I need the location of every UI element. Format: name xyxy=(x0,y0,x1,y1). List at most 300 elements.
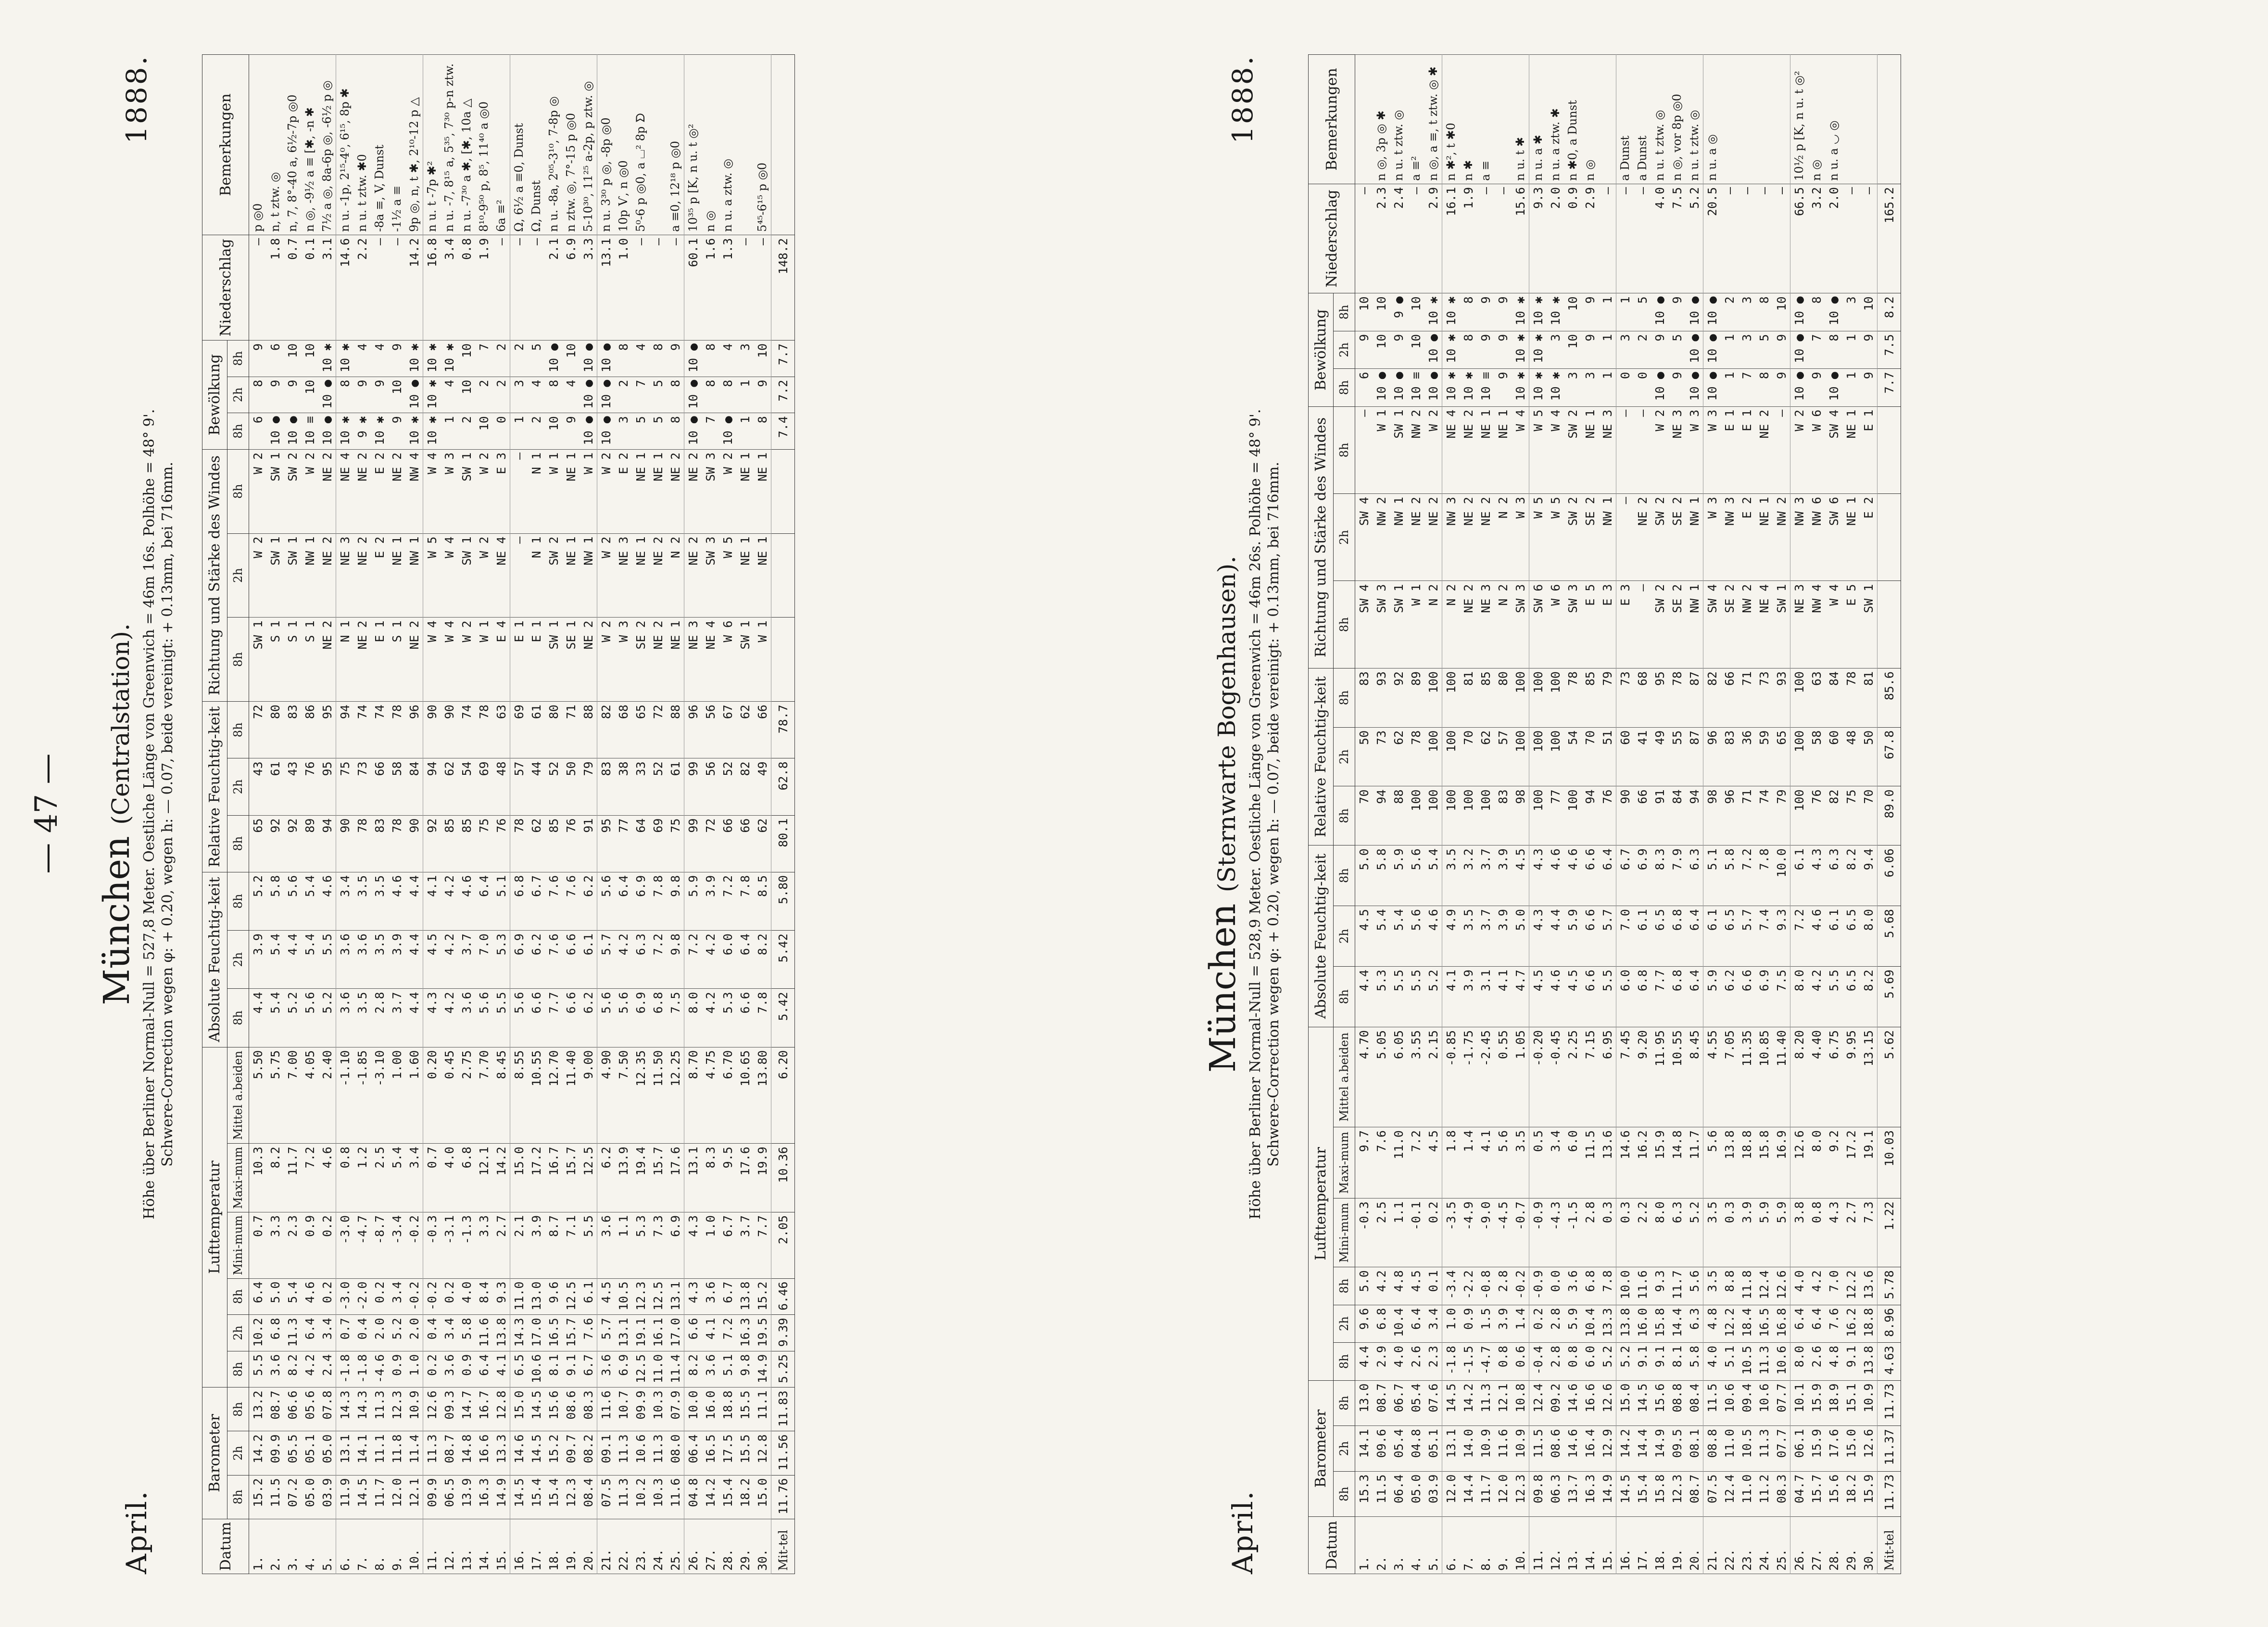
cell-n: 0.8 xyxy=(458,235,475,341)
cell-a2: 6.6 xyxy=(1581,906,1599,967)
cell-c2: 9 xyxy=(353,377,371,413)
cell-rem: Ω, 6½ a ≡0, Dunst xyxy=(510,55,528,235)
cell-r8: 77 xyxy=(1547,786,1564,845)
cell-datum: 8. xyxy=(371,1519,388,1574)
cell-w8: NE 3 xyxy=(1477,581,1494,668)
cell-a2: 6.8 xyxy=(1668,906,1686,967)
cell-b2: 12.9 xyxy=(1599,1426,1616,1472)
table-row xyxy=(1442,55,1460,1574)
cell-r8: 99 xyxy=(684,815,702,872)
cell-rem xyxy=(1721,55,1738,184)
mean-label: Mit-tel xyxy=(1877,1517,1901,1574)
cell-tmax: 14.2 xyxy=(492,1144,510,1212)
mean-tmax: 10.36 xyxy=(771,1144,795,1212)
table-row xyxy=(649,55,667,1574)
cell-t2: 15.7 xyxy=(562,1315,580,1351)
cell-r8: 91 xyxy=(1651,786,1668,845)
cell-b8b: 15.5 xyxy=(736,1387,754,1431)
subheader-h8b: 8h xyxy=(1334,668,1355,727)
cell-tmax: 0.5 xyxy=(1529,1127,1547,1198)
cell-t8b: 5.0 xyxy=(266,1278,284,1315)
cell-r2: 94 xyxy=(423,758,441,815)
cell-a8: 6.2 xyxy=(1721,967,1738,1027)
subheader-h2: 2h xyxy=(227,533,249,618)
cell-w8: W 4 xyxy=(423,618,441,702)
cell-a8b: 4.4 xyxy=(405,872,423,930)
cell-t8: 0.6 xyxy=(1512,1343,1529,1380)
cell-tmin: 3.9 xyxy=(528,1212,545,1278)
table-row xyxy=(545,55,562,1574)
cell-t2: 19.1 xyxy=(632,1315,649,1351)
cell-w2: SW 3 xyxy=(702,533,719,618)
cell-r8b: 67 xyxy=(719,702,736,758)
cell-b8: 04.8 xyxy=(684,1475,702,1519)
cell-r8: 100 xyxy=(1442,786,1460,845)
cell-r8b: 92 xyxy=(1390,668,1407,727)
cell-t2: 5.8 xyxy=(458,1315,475,1351)
cell-c8: 1 xyxy=(1721,369,1738,406)
cell-c8b: 10 xyxy=(1773,293,1790,331)
cell-r2: 43 xyxy=(284,758,301,815)
cell-b8: 14.4 xyxy=(1460,1471,1477,1517)
cell-a8b: 7.2 xyxy=(1738,845,1755,906)
cell-c2: 3 xyxy=(1616,331,1634,368)
cell-a8b: 6.4 xyxy=(475,872,492,930)
cell-r2: 100 xyxy=(1512,727,1529,786)
cell-b8b: 08.7 xyxy=(1373,1380,1390,1426)
cell-tmax: 16.2 xyxy=(1634,1127,1651,1198)
cell-c2: 10 ● xyxy=(1686,331,1703,368)
cell-c8b: 10 ● xyxy=(597,341,615,377)
cell-datum: 16. xyxy=(510,1519,528,1574)
cell-r2: 70 xyxy=(1581,727,1599,786)
cell-w2: SW 2 xyxy=(1651,494,1668,581)
cell-t8b: 10.5 xyxy=(615,1278,632,1315)
cell-t8: 2.6 xyxy=(1407,1343,1424,1380)
cell-a8b: 7.6 xyxy=(562,872,580,930)
cell-w2: NW 3 xyxy=(1790,494,1808,581)
cell-rem: n, 7, 8°-40 a, 6½-7p ◎0 xyxy=(284,55,301,235)
cell-r2: 70 xyxy=(1460,727,1477,786)
cell-t8b: 9.3 xyxy=(492,1278,510,1315)
cell-b2: 08.0 xyxy=(667,1431,684,1475)
cell-r8b: 96 xyxy=(405,702,423,758)
cell-b8b: 06.6 xyxy=(284,1387,301,1431)
cell-b2: 11.0 xyxy=(1721,1426,1738,1472)
cell-r8: 70 xyxy=(1860,786,1877,845)
cell-c8b: 2 xyxy=(1721,293,1738,331)
cell-datum: 6. xyxy=(336,1519,354,1574)
cell-a8b: 4.6 xyxy=(318,872,336,930)
table-row xyxy=(388,55,405,1574)
cell-datum: 23. xyxy=(1738,1517,1755,1574)
cell-c8: 10 ● xyxy=(1651,369,1668,406)
cell-b2: 11.1 xyxy=(371,1431,388,1475)
cell-t8b: 0.1 xyxy=(1424,1267,1442,1305)
subheader-h8: 8h xyxy=(1334,1471,1355,1517)
cell-r8b: 100 xyxy=(1529,668,1547,727)
cell-w2: N 2 xyxy=(667,533,684,618)
cell-t8b: 8.4 xyxy=(475,1278,492,1315)
cell-w8: NE 2 xyxy=(649,618,667,702)
cell-a2: 4.4 xyxy=(1547,906,1564,967)
cell-c8: 10 ✱ xyxy=(1529,369,1547,406)
cell-tmin: -3.4 xyxy=(388,1212,405,1278)
cell-b8: 16.3 xyxy=(475,1475,492,1519)
cell-datum: 17. xyxy=(528,1519,545,1574)
cell-b8b: 15.0 xyxy=(1616,1380,1634,1426)
cell-r8: 71 xyxy=(1738,786,1755,845)
cell-t2: 6.6 xyxy=(684,1315,702,1351)
cell-c8b: 10 xyxy=(754,341,771,377)
table-row xyxy=(441,55,458,1574)
cell-w8: SW 1 xyxy=(1773,581,1790,668)
cell-tmin: -0.2 xyxy=(405,1212,423,1278)
cell-r8: 91 xyxy=(580,815,597,872)
cell-w8b: NE 2 xyxy=(353,449,371,533)
cell-tm: 0.55 xyxy=(1494,1027,1512,1127)
cell-b8: 12.0 xyxy=(1494,1471,1512,1517)
cell-tmin: 7.3 xyxy=(649,1212,667,1278)
cell-a8: 5.5 xyxy=(1407,967,1424,1027)
cell-tm: 7.15 xyxy=(1581,1027,1599,1127)
cell-datum: 14. xyxy=(475,1519,492,1574)
cell-r8: 100 xyxy=(1790,786,1808,845)
cell-w8b: SW 1 xyxy=(458,449,475,533)
cell-n: — xyxy=(249,235,267,341)
cell-t8: 9.8 xyxy=(736,1351,754,1387)
cell-a8: 6.8 xyxy=(649,989,667,1047)
cell-c8: 8 xyxy=(1755,369,1773,406)
table-row xyxy=(405,55,423,1574)
cell-n: 0.1 xyxy=(301,235,318,341)
cell-b8b: 09.4 xyxy=(1738,1380,1755,1426)
cell-c8: 10 ● xyxy=(580,413,597,450)
cell-r8b: 68 xyxy=(615,702,632,758)
cell-t8: 0.9 xyxy=(458,1351,475,1387)
cell-c8b: 8 xyxy=(615,341,632,377)
cell-r8: 69 xyxy=(649,815,667,872)
cell-tm: 13.15 xyxy=(1860,1027,1877,1127)
cell-tmin: 4.3 xyxy=(1825,1198,1842,1267)
cell-b2: 08.8 xyxy=(1703,1426,1721,1472)
mean-rem xyxy=(1877,55,1901,184)
cell-r8b: 78 xyxy=(1842,668,1860,727)
cell-c8b: 10 ✱ xyxy=(423,341,441,377)
cell-w2: E 2 xyxy=(1860,494,1877,581)
subheader-h8b: 8h xyxy=(1334,293,1355,331)
cell-t8b: 6.8 xyxy=(1581,1267,1599,1305)
mean-b8: 11.76 xyxy=(771,1475,795,1519)
cell-tm: 12.25 xyxy=(667,1047,684,1144)
cell-w8b: NE 2 xyxy=(318,449,336,533)
cell-c8: 1 xyxy=(441,413,458,450)
table-row xyxy=(1355,55,1373,1574)
cell-w2: NE 1 xyxy=(736,533,754,618)
cell-tmin: -8.7 xyxy=(371,1212,388,1278)
cell-r8b: 74 xyxy=(371,702,388,758)
table-row xyxy=(1860,55,1877,1574)
cell-tmax: 1.4 xyxy=(1460,1127,1477,1198)
cell-r2: 57 xyxy=(510,758,528,815)
cell-c8b: 1 xyxy=(1616,293,1634,331)
cell-w8b: W 1 xyxy=(580,449,597,533)
cell-w2: SW 2 xyxy=(545,533,562,618)
cell-c2: 10 ● xyxy=(580,377,597,413)
cell-t2: 16.5 xyxy=(1755,1305,1773,1342)
cell-n: — xyxy=(1355,184,1373,293)
cell-t8b: 12.2 xyxy=(1842,1267,1860,1305)
cell-tmax: 5.6 xyxy=(1703,1127,1721,1198)
cell-a8b: 5.8 xyxy=(1721,845,1738,906)
cell-tmax: 15.0 xyxy=(510,1144,528,1212)
cell-c8: 5 xyxy=(632,413,649,450)
mean-r2: 67.8 xyxy=(1877,727,1901,786)
table-row xyxy=(1721,55,1738,1574)
cell-w2: NE 2 xyxy=(1424,494,1442,581)
cell-w8b: NE 3 xyxy=(1599,406,1616,493)
cell-w8: E 5 xyxy=(1581,581,1599,668)
cell-r2: 100 xyxy=(1529,727,1547,786)
cell-tm: 4.05 xyxy=(301,1047,318,1144)
cell-r2: 49 xyxy=(754,758,771,815)
cell-t2: 3.9 xyxy=(1494,1305,1512,1342)
station-subtitle: (Sternwarte Bogenhausen). xyxy=(1213,555,1241,893)
cell-n: 16.1 xyxy=(1442,184,1460,293)
cell-rem xyxy=(1494,55,1512,184)
cell-b8b: 08.7 xyxy=(266,1387,284,1431)
cell-b8b: 14.3 xyxy=(353,1387,371,1431)
mean-t8b: 5.78 xyxy=(1877,1267,1901,1305)
cell-a8b: 5.4 xyxy=(1424,845,1442,906)
cell-t8b: 11.7 xyxy=(1668,1267,1686,1305)
cell-t2: 17.0 xyxy=(667,1315,684,1351)
cell-a8b: 3.5 xyxy=(1442,845,1460,906)
cell-tm: 6.95 xyxy=(1599,1027,1616,1127)
table-row xyxy=(1547,55,1564,1574)
cell-tmax: 12.6 xyxy=(1790,1127,1808,1198)
cell-b8b: 09.3 xyxy=(441,1387,458,1431)
cell-r2: 65 xyxy=(1773,727,1790,786)
cell-r8: 70 xyxy=(1355,786,1373,845)
cell-r8: 89 xyxy=(301,815,318,872)
header-bewoelkung: Bewölkung xyxy=(202,341,227,450)
cell-w8: E 1 xyxy=(528,618,545,702)
cell-a8: 5.3 xyxy=(719,989,736,1047)
cell-tm: 5.50 xyxy=(249,1047,267,1144)
cell-a8b: 6.8 xyxy=(510,872,528,930)
cell-rem: 10³⁵ p [K, n u. t ◎² xyxy=(684,55,702,235)
cell-b2: 09.5 xyxy=(1668,1426,1686,1472)
cell-c8: 10 ● xyxy=(1825,369,1842,406)
cell-c8: 10 ✱ xyxy=(1442,369,1460,406)
cell-c8: 8 xyxy=(754,413,771,450)
cell-n: 2.1 xyxy=(545,235,562,341)
cell-t8: 2.4 xyxy=(318,1351,336,1387)
mean-a8b: 5.80 xyxy=(771,872,795,930)
cell-w8: S 1 xyxy=(284,618,301,702)
cell-b8: 14.2 xyxy=(702,1475,719,1519)
cell-r2: 75 xyxy=(336,758,354,815)
cell-t8: 13.8 xyxy=(1860,1343,1877,1380)
cell-w2: NW 1 xyxy=(1390,494,1407,581)
cell-w8: SW 3 xyxy=(1373,581,1390,668)
cell-tmin: 0.8 xyxy=(1808,1198,1825,1267)
cell-b2: 09.6 xyxy=(1373,1426,1390,1472)
cell-r8: 94 xyxy=(1581,786,1599,845)
cell-rem xyxy=(1755,55,1773,184)
cell-b8b: 07.7 xyxy=(1773,1380,1790,1426)
cell-a8: 5.5 xyxy=(1599,967,1616,1027)
cell-datum: 17. xyxy=(1634,1517,1651,1574)
cell-c2: 9 xyxy=(371,377,388,413)
cell-tm: 7.45 xyxy=(1616,1027,1634,1127)
cell-t8b: -2.2 xyxy=(1460,1267,1477,1305)
cell-b8: 05.0 xyxy=(301,1475,318,1519)
cell-tmin: 3.8 xyxy=(1790,1198,1808,1267)
cell-c8: 3 xyxy=(1564,369,1581,406)
cell-a2: 6.2 xyxy=(528,931,545,989)
cell-c8: 2 xyxy=(528,413,545,450)
cell-t8b: 7.0 xyxy=(1825,1267,1842,1305)
cell-r8: 88 xyxy=(1390,786,1407,845)
cell-tmax: 3.4 xyxy=(405,1144,423,1212)
year-label: 1888. xyxy=(120,54,153,144)
cell-t2: 2.0 xyxy=(405,1315,423,1351)
cell-datum: 25. xyxy=(667,1519,684,1574)
cell-r8b: 80 xyxy=(1494,668,1512,727)
cell-t8: 4.8 xyxy=(1825,1343,1842,1380)
cell-t8: 11.0 xyxy=(649,1351,667,1387)
cell-a2: 5.7 xyxy=(597,931,615,989)
cell-a8b: 6.1 xyxy=(1790,845,1808,906)
mean-c2: 7.2 xyxy=(771,377,795,413)
table-row xyxy=(562,55,580,1574)
cell-w8: W 6 xyxy=(1547,581,1564,668)
table-row xyxy=(615,55,632,1574)
cell-tm: 7.00 xyxy=(284,1047,301,1144)
cell-w8: NE 3 xyxy=(1790,581,1808,668)
cell-b2: 10.6 xyxy=(632,1431,649,1475)
cell-a8: 5.6 xyxy=(475,989,492,1047)
cell-a2: 6.1 xyxy=(580,931,597,989)
cell-b8b: 15.1 xyxy=(1842,1380,1860,1426)
cell-a8: 7.7 xyxy=(545,989,562,1047)
cell-w8: N 2 xyxy=(1494,581,1512,668)
cell-c2: 5 xyxy=(649,377,667,413)
cell-rem: n ◎, vor 8p ◎0 xyxy=(1668,55,1686,184)
cell-n: 7.5 xyxy=(1668,184,1686,293)
mean-t2: 8.96 xyxy=(1877,1305,1901,1342)
cell-a8b: 6.4 xyxy=(615,872,632,930)
cell-w8b: W 6 xyxy=(1808,406,1825,493)
cell-t8b: 3.4 xyxy=(388,1278,405,1315)
cell-c8b: 10 ✱ xyxy=(1442,293,1460,331)
cell-r8: 98 xyxy=(1512,786,1529,845)
cell-r8: 100 xyxy=(1564,786,1581,845)
cell-t8: 0.2 xyxy=(423,1351,441,1387)
cell-b8b: 07.9 xyxy=(667,1387,684,1431)
cell-b2: 14.1 xyxy=(353,1431,371,1475)
cell-tmin: -0.1 xyxy=(1407,1198,1424,1267)
cell-b8b: 13.2 xyxy=(249,1387,267,1431)
cell-w8: NE 1 xyxy=(667,618,684,702)
cell-w8b: SW 1 xyxy=(266,449,284,533)
cell-b8: 06.3 xyxy=(1547,1471,1564,1517)
cell-b8: 15.4 xyxy=(719,1475,736,1519)
cell-c8: 5 xyxy=(649,413,667,450)
cell-a8b: 6.9 xyxy=(1634,845,1651,906)
cell-b8b: 10.3 xyxy=(649,1387,667,1431)
cell-tmax: 1.8 xyxy=(1442,1127,1460,1198)
cell-c8: 10 ● xyxy=(1686,369,1703,406)
cell-r8b: 95 xyxy=(318,702,336,758)
cell-w8: W 2 xyxy=(597,618,615,702)
cell-r8: 66 xyxy=(736,815,754,872)
cell-c2: 9 xyxy=(1773,331,1790,368)
cell-n: 3.3 xyxy=(580,235,597,341)
cell-a8: 4.7 xyxy=(1512,967,1529,1027)
cell-tm: 10.55 xyxy=(1668,1027,1686,1127)
cell-b2: 06.1 xyxy=(1790,1426,1808,1472)
cell-datum: 29. xyxy=(1842,1517,1860,1574)
cell-b8b: 08.6 xyxy=(562,1387,580,1431)
cell-r8b: 86 xyxy=(301,702,318,758)
mean-c8b: 8.2 xyxy=(1877,293,1901,331)
cell-c8: 0 xyxy=(1634,369,1651,406)
mean-b2: 11.56 xyxy=(771,1431,795,1475)
cell-rem: 8¹⁰-9⁵⁰ p, 8⁵, 11⁴⁰ a ◎0 xyxy=(475,55,492,235)
cell-b8: 05.0 xyxy=(1407,1471,1424,1517)
cell-tmax: 14.8 xyxy=(1668,1127,1686,1198)
cell-tm: 4.75 xyxy=(702,1047,719,1144)
cell-c8b: 10 xyxy=(1355,293,1373,331)
cell-a8: 4.6 xyxy=(1547,967,1564,1027)
cell-c2: 10 xyxy=(388,377,405,413)
cell-t8b: 6.1 xyxy=(580,1278,597,1315)
cell-b8: 11.0 xyxy=(1738,1471,1755,1517)
cell-b8: 15.6 xyxy=(1825,1471,1842,1517)
cell-w8b: W 3 xyxy=(1703,406,1721,493)
mean-r8b: 78.7 xyxy=(771,702,795,758)
cell-a2: 5.4 xyxy=(301,931,318,989)
cell-tmin: -3.1 xyxy=(441,1212,458,1278)
cell-b8b: 13.0 xyxy=(1355,1380,1373,1426)
cell-c2: 8 xyxy=(1825,331,1842,368)
cell-c2: 8 xyxy=(702,377,719,413)
cell-t8: -0.4 xyxy=(1529,1343,1547,1380)
table-row xyxy=(318,55,336,1574)
cell-w2: NE 3 xyxy=(336,533,354,618)
cell-t2: 5.9 xyxy=(1564,1305,1581,1342)
cell-tmax: 13.8 xyxy=(1721,1127,1738,1198)
cell-w2: NE 2 xyxy=(649,533,667,618)
cell-w8b: W 1 xyxy=(1373,406,1390,493)
cell-r2: 73 xyxy=(1373,727,1390,786)
cell-tmax: 19.9 xyxy=(754,1144,771,1212)
cell-a2: 5.7 xyxy=(1599,906,1616,967)
cell-a8b: 4.6 xyxy=(388,872,405,930)
cell-w8b: W 4 xyxy=(1547,406,1564,493)
cell-b2: 14.6 xyxy=(510,1431,528,1475)
table-row xyxy=(1616,55,1634,1574)
cell-b2: 17.6 xyxy=(1825,1426,1842,1472)
cell-r8b: 95 xyxy=(1651,668,1668,727)
cell-b8: 14.5 xyxy=(510,1475,528,1519)
cell-c8: 10 ● xyxy=(597,413,615,450)
cell-c8b: 9 xyxy=(1494,293,1512,331)
mean-w2 xyxy=(1877,494,1901,581)
